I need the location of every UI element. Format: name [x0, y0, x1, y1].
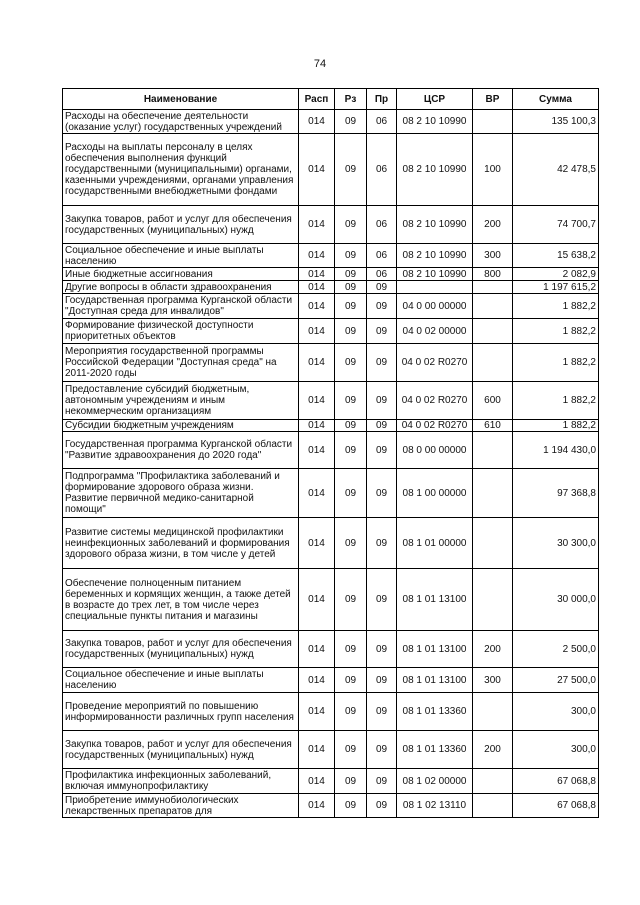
row-csr: 08 0 00 00000: [397, 432, 473, 469]
row-pr: 09: [367, 769, 397, 794]
page-number: 74: [313, 58, 327, 70]
header-vr: ВР: [473, 89, 513, 110]
row-name: Развитие системы медицинской профилактики неинфекционных заболеваний и формирования здорового образа жизни, в том числе у детей: [63, 518, 299, 569]
row-vr: [473, 294, 513, 319]
row-vr: [473, 344, 513, 382]
row-rz: 09: [335, 794, 367, 818]
table-row: [63, 382, 599, 420]
row-vr: [473, 281, 513, 294]
row-csr: 04 0 02 R0270: [397, 420, 473, 432]
row-sum: 30 300,0: [513, 518, 599, 569]
row-name: Подпрограмма "Профилактика заболеваний и формирование здорового образа жизни. Развитие первичной медико-санитарной помощи": [63, 469, 299, 518]
table-row: [63, 769, 599, 794]
row-vr: 610: [473, 420, 513, 432]
row-pr: 09: [367, 518, 397, 569]
row-rasp: 014: [299, 344, 335, 382]
row-sum: 1 882,2: [513, 319, 599, 344]
header-rasp: Расп: [299, 89, 335, 110]
row-rz: 09: [335, 110, 367, 134]
row-csr: 08 1 02 00000: [397, 769, 473, 794]
row-name: Субсидии бюджетным учреждениям: [63, 420, 299, 432]
row-vr: [473, 569, 513, 631]
row-pr: 09: [367, 794, 397, 818]
row-rz: 09: [335, 420, 367, 432]
row-rasp: 014: [299, 294, 335, 319]
row-pr: 06: [367, 134, 397, 206]
row-vr: [473, 432, 513, 469]
row-vr: 200: [473, 731, 513, 769]
row-vr: 300: [473, 244, 513, 268]
table-row: [63, 110, 599, 134]
row-vr: 200: [473, 206, 513, 244]
row-csr: 04 0 00 00000: [397, 294, 473, 319]
row-name: Закупка товаров, работ и услуг для обеспечения государственных (муниципальных) нужд: [63, 731, 299, 769]
row-rz: 09: [335, 244, 367, 268]
row-name: Другие вопросы в области здравоохранения: [63, 281, 299, 294]
row-pr: 09: [367, 569, 397, 631]
table-row: [63, 469, 599, 518]
row-pr: 09: [367, 693, 397, 731]
row-rz: 09: [335, 668, 367, 693]
row-rz: 09: [335, 518, 367, 569]
row-rasp: 014: [299, 244, 335, 268]
row-csr: 04 0 02 00000: [397, 319, 473, 344]
row-csr: 08 2 10 10990: [397, 244, 473, 268]
row-rasp: 014: [299, 110, 335, 134]
row-rasp: 014: [299, 469, 335, 518]
row-csr: 08 2 10 10990: [397, 134, 473, 206]
row-vr: 200: [473, 631, 513, 668]
row-rasp: 014: [299, 420, 335, 432]
row-rz: 09: [335, 344, 367, 382]
row-rz: 09: [335, 268, 367, 281]
row-sum: 67 068,8: [513, 794, 599, 818]
table-row: [63, 794, 599, 818]
row-pr: 09: [367, 294, 397, 319]
row-vr: [473, 769, 513, 794]
row-rasp: 014: [299, 769, 335, 794]
row-rasp: 014: [299, 382, 335, 420]
row-rz: 09: [335, 206, 367, 244]
row-name: Профилактика инфекционных заболеваний, включая иммунопрофилактику: [63, 769, 299, 794]
row-csr: 08 1 01 13100: [397, 668, 473, 693]
row-name: Иные бюджетные ассигнования: [63, 268, 299, 281]
table-row: [63, 569, 599, 631]
row-pr: 09: [367, 281, 397, 294]
table-row: [63, 518, 599, 569]
row-sum: 67 068,8: [513, 769, 599, 794]
row-sum: 74 700,7: [513, 206, 599, 244]
row-name: Расходы на выплаты персоналу в целях обеспечения выполнения функций государственными (муниципальными) органами, казенными учреждениями, органами управления государственными внебюджетными фондами: [63, 134, 299, 206]
table-row: [63, 344, 599, 382]
row-sum: 42 478,5: [513, 134, 599, 206]
row-name: Проведение мероприятий по повышению информированности различных групп населения: [63, 693, 299, 731]
row-pr: 09: [367, 631, 397, 668]
row-sum: 27 500,0: [513, 668, 599, 693]
row-pr: 06: [367, 206, 397, 244]
row-name: Приобретение иммунобиологических лекарственных препаратов для: [63, 794, 299, 818]
header-sum: Сумма: [513, 89, 599, 110]
row-name: Закупка товаров, работ и услуг для обеспечения государственных (муниципальных) нужд: [63, 206, 299, 244]
row-vr: [473, 110, 513, 134]
row-vr: 100: [473, 134, 513, 206]
row-csr: 08 1 01 13360: [397, 731, 473, 769]
row-vr: 800: [473, 268, 513, 281]
row-sum: 1 882,2: [513, 344, 599, 382]
row-csr: 04 0 02 R0270: [397, 344, 473, 382]
row-csr: 08 1 02 13110: [397, 794, 473, 818]
row-rasp: 014: [299, 518, 335, 569]
row-sum: 135 100,3: [513, 110, 599, 134]
row-rz: 09: [335, 319, 367, 344]
row-sum: 30 000,0: [513, 569, 599, 631]
row-sum: 1 882,2: [513, 294, 599, 319]
row-pr: 06: [367, 268, 397, 281]
row-name: Мероприятия государственной программы Российской Федерации "Доступная среда" на 2011-2020 годы: [63, 344, 299, 382]
header-rz: Рз: [335, 89, 367, 110]
row-name: Закупка товаров, работ и услуг для обеспечения государственных (муниципальных) нужд: [63, 631, 299, 668]
row-csr: [397, 281, 473, 294]
row-name: Расходы на обеспечение деятельности (оказание услуг) государственных учреждений: [63, 110, 299, 134]
row-rasp: 014: [299, 432, 335, 469]
table-row: [63, 432, 599, 469]
row-name: Государственная программа Курганской области "Доступная среда для инвалидов": [63, 294, 299, 319]
row-rasp: 014: [299, 631, 335, 668]
row-csr: 08 1 01 00000: [397, 518, 473, 569]
table-row: [63, 668, 599, 693]
row-pr: 09: [367, 469, 397, 518]
row-sum: 1 197 615,2: [513, 281, 599, 294]
row-sum: 1 882,2: [513, 382, 599, 420]
row-pr: 09: [367, 731, 397, 769]
table-row: [63, 294, 599, 319]
row-csr: 08 2 10 10990: [397, 206, 473, 244]
row-name: Государственная программа Курганской области "Развитие здравоохранения до 2020 года": [63, 432, 299, 469]
table-row: [63, 319, 599, 344]
row-rasp: 014: [299, 319, 335, 344]
row-csr: 08 1 01 13100: [397, 569, 473, 631]
row-vr: [473, 469, 513, 518]
header-name: Наименование: [63, 89, 299, 110]
row-vr: 300: [473, 668, 513, 693]
row-vr: [473, 319, 513, 344]
row-sum: 300,0: [513, 693, 599, 731]
table-row: [63, 731, 599, 769]
row-name: Обеспечение полноценным питанием беременных и кормящих женщин, а также детей в возрасте до трех лет, в том числе через специальные пункты питания и магазины: [63, 569, 299, 631]
row-rz: 09: [335, 631, 367, 668]
row-vr: [473, 693, 513, 731]
header-csr: ЦСР: [397, 89, 473, 110]
row-sum: 2 500,0: [513, 631, 599, 668]
row-rz: 09: [335, 134, 367, 206]
header-pr: Пр: [367, 89, 397, 110]
row-rasp: 014: [299, 794, 335, 818]
row-rasp: 014: [299, 569, 335, 631]
row-pr: 06: [367, 110, 397, 134]
row-sum: 2 082,9: [513, 268, 599, 281]
budget-table: [62, 88, 599, 818]
table-row: [63, 206, 599, 244]
table-row: [63, 281, 599, 294]
row-rasp: 014: [299, 268, 335, 281]
table-row: [63, 134, 599, 206]
row-vr: [473, 794, 513, 818]
row-rz: 09: [335, 569, 367, 631]
row-rz: 09: [335, 769, 367, 794]
row-pr: 09: [367, 319, 397, 344]
row-csr: 08 1 00 00000: [397, 469, 473, 518]
table-header-row: [63, 89, 599, 110]
table-body: [63, 110, 599, 818]
row-csr: 08 1 01 13360: [397, 693, 473, 731]
row-rz: 09: [335, 693, 367, 731]
table-row: [63, 631, 599, 668]
row-rz: 09: [335, 432, 367, 469]
table-row: [63, 420, 599, 432]
row-sum: 300,0: [513, 731, 599, 769]
row-name: Предоставление субсидий бюджетным, автономным учреждениям и иным некоммерческим организациям: [63, 382, 299, 420]
row-rz: 09: [335, 382, 367, 420]
row-pr: 09: [367, 420, 397, 432]
row-rz: 09: [335, 731, 367, 769]
row-csr: 08 1 01 13100: [397, 631, 473, 668]
row-name: Формирование физической доступности приоритетных объектов: [63, 319, 299, 344]
row-rasp: 014: [299, 134, 335, 206]
row-name: Социальное обеспечение и иные выплаты населению: [63, 244, 299, 268]
table-row: [63, 244, 599, 268]
row-csr: 08 2 10 10990: [397, 110, 473, 134]
row-pr: 09: [367, 432, 397, 469]
row-rasp: 014: [299, 731, 335, 769]
row-rasp: 014: [299, 668, 335, 693]
row-pr: 09: [367, 382, 397, 420]
row-rz: 09: [335, 294, 367, 319]
table-row: [63, 268, 599, 281]
row-name: Социальное обеспечение и иные выплаты населению: [63, 668, 299, 693]
row-rz: 09: [335, 469, 367, 518]
row-csr: 04 0 02 R0270: [397, 382, 473, 420]
row-rz: 09: [335, 281, 367, 294]
row-csr: 08 2 10 10990: [397, 268, 473, 281]
row-pr: 09: [367, 668, 397, 693]
row-sum: 1 882,2: [513, 420, 599, 432]
row-sum: 15 638,2: [513, 244, 599, 268]
row-vr: [473, 518, 513, 569]
row-sum: 1 194 430,0: [513, 432, 599, 469]
table-row: [63, 693, 599, 731]
row-vr: 600: [473, 382, 513, 420]
row-pr: 09: [367, 344, 397, 382]
row-rasp: 014: [299, 206, 335, 244]
row-rasp: 014: [299, 693, 335, 731]
row-sum: 97 368,8: [513, 469, 599, 518]
row-pr: 06: [367, 244, 397, 268]
row-rasp: 014: [299, 281, 335, 294]
